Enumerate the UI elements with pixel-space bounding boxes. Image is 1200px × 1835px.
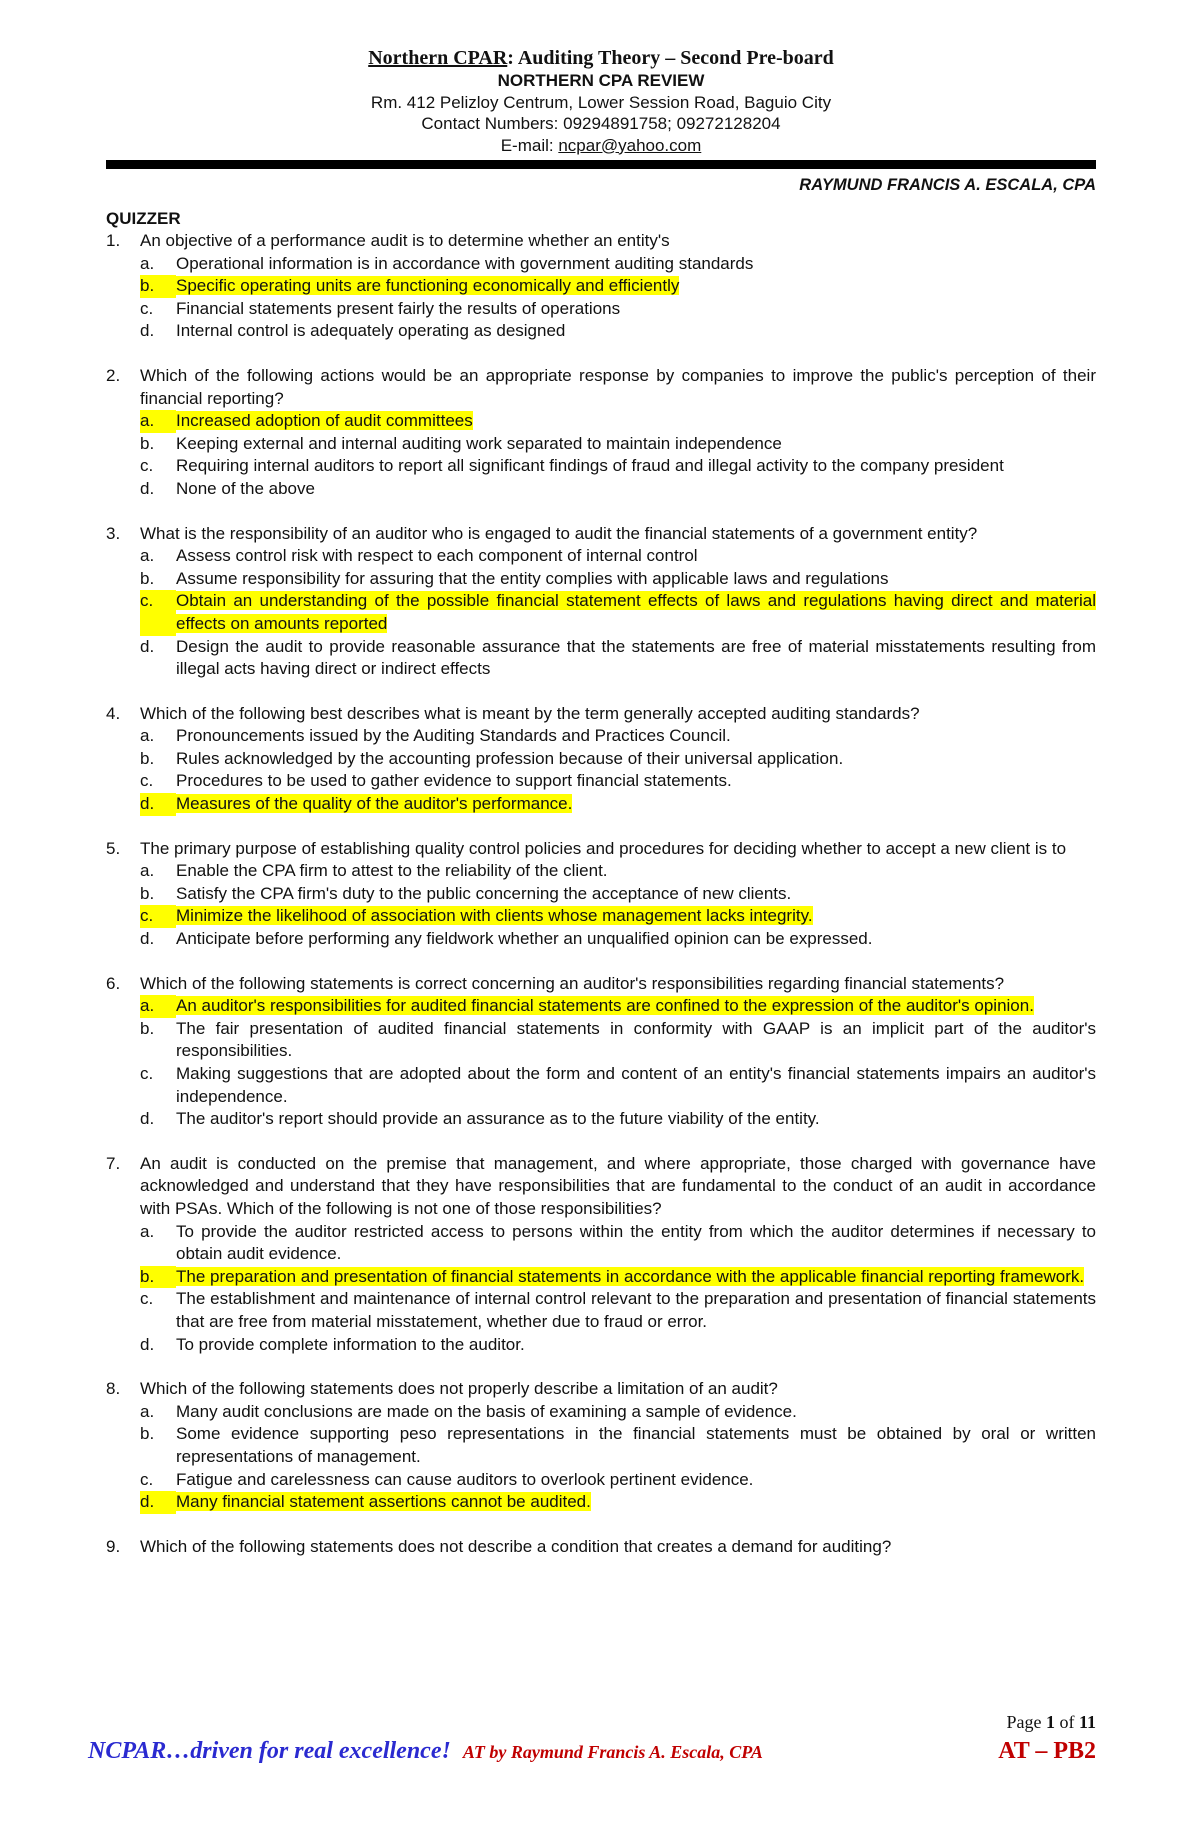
question-number: 6. bbox=[106, 973, 121, 993]
question-item bbox=[106, 1536, 1096, 1559]
answer-option bbox=[140, 545, 1096, 568]
question-item bbox=[106, 523, 1096, 681]
option-letter: b. bbox=[140, 1018, 155, 1038]
option-text: Satisfy the CPA firm's duty to the public concerning the acceptance of new clients. bbox=[176, 883, 792, 903]
option-letter: a. bbox=[140, 253, 155, 273]
option-list bbox=[140, 410, 1096, 500]
option-text-wrap bbox=[176, 1288, 1096, 1333]
question-text: Which of the following actions would be an appropriate response by companies to improve the public's perception of their financial reporting? bbox=[140, 365, 1096, 408]
document-title bbox=[106, 46, 1096, 70]
option-text-wrap bbox=[176, 320, 1096, 343]
question-stem bbox=[106, 1378, 1096, 1401]
answer-option bbox=[140, 478, 1096, 501]
org-address: Rm. 412 Pelizloy Centrum, Lower Session Road, Baguio City bbox=[370, 92, 832, 112]
option-text-wrap bbox=[176, 275, 1096, 298]
question-number: 5. bbox=[106, 838, 121, 858]
option-text: The auditor's report should provide an assurance as to the future viability of the entity. bbox=[176, 1109, 820, 1129]
option-text-wrap bbox=[176, 928, 1096, 951]
question-stem bbox=[106, 973, 1096, 996]
option-text-wrap bbox=[176, 1108, 1096, 1131]
page-label: Page bbox=[1006, 1712, 1046, 1732]
question-number: 9. bbox=[106, 1536, 121, 1556]
option-letter: b. bbox=[140, 883, 155, 903]
option-letter: c. bbox=[140, 1064, 154, 1083]
option-text: Rules acknowledged by the accounting profession because of their universal application. bbox=[176, 748, 844, 768]
answer-option-highlighted bbox=[140, 1491, 1096, 1514]
option-text-wrap bbox=[176, 590, 1096, 635]
option-text-wrap bbox=[176, 568, 1096, 591]
option-text-wrap bbox=[176, 545, 1096, 568]
option-text-wrap bbox=[176, 1221, 1096, 1266]
option-text-wrap bbox=[176, 1491, 1096, 1514]
question-item bbox=[106, 973, 1096, 1131]
footer-author: AT by Raymund Francis A. Escala, CPA bbox=[462, 1742, 763, 1762]
org-contact: Contact Numbers: 09294891758; 09272128204 bbox=[421, 114, 781, 133]
option-text: The fair presentation of audited financial statements in conformity with GAAP is an implicit part of the auditor's responsibilities. bbox=[176, 1018, 1096, 1061]
option-letter: c. bbox=[140, 905, 176, 928]
question-item bbox=[106, 365, 1096, 501]
answer-option-highlighted bbox=[140, 995, 1096, 1018]
answer-option-highlighted bbox=[140, 590, 1096, 635]
answer-option bbox=[140, 1401, 1096, 1424]
option-text-wrap bbox=[176, 883, 1096, 906]
option-letter: c. bbox=[140, 456, 154, 476]
title-rest: : Auditing Theory – Second Pre-board bbox=[507, 47, 834, 69]
question-stem bbox=[106, 523, 1096, 546]
option-text: Obtain an understanding of the possible financial statement effects of laws and regulations having direct and material effects on amounts reported bbox=[176, 591, 1096, 633]
document-page bbox=[106, 46, 1096, 1558]
option-letter: d. bbox=[140, 1334, 155, 1354]
question-stem bbox=[106, 1536, 1096, 1559]
option-list bbox=[140, 860, 1096, 950]
option-text-wrap bbox=[176, 1469, 1096, 1492]
option-letter: c. bbox=[140, 1289, 154, 1309]
answer-option-highlighted bbox=[140, 905, 1096, 928]
option-text: Requiring internal auditors to report all significant findings of fraud and illegal activity to the company president bbox=[176, 456, 1004, 476]
option-text-wrap bbox=[176, 636, 1096, 681]
option-letter: a. bbox=[140, 861, 155, 881]
option-text: Fatigue and carelessness can cause auditors to overlook pertinent evidence. bbox=[176, 1469, 754, 1489]
option-text: Assume responsibility for assuring that the entity complies with applicable laws and regulations bbox=[176, 568, 889, 588]
question-stem bbox=[106, 1153, 1096, 1221]
option-list bbox=[140, 725, 1096, 815]
option-text: Some evidence supporting peso representations in the financial statements must be obtained by oral or written representations of management. bbox=[176, 1424, 1096, 1466]
question-number: 8. bbox=[106, 1379, 121, 1399]
option-text: Design the audit to provide reasonable assurance that the statements are free of material misstatements resulting from illegal acts having direct or indirect effects bbox=[176, 636, 1096, 679]
answer-option-highlighted bbox=[140, 410, 1096, 433]
answer-option bbox=[140, 1334, 1096, 1357]
option-text: Minimize the likelihood of association with clients whose management lacks integrity. bbox=[176, 906, 813, 926]
option-letter: a. bbox=[140, 995, 176, 1018]
email-link[interactable]: ncpar@yahoo.com bbox=[558, 135, 702, 155]
answer-option bbox=[140, 298, 1096, 321]
option-text-wrap bbox=[176, 1423, 1096, 1468]
answer-option bbox=[140, 1423, 1096, 1468]
answer-option bbox=[140, 320, 1096, 343]
option-text: Increased adoption of audit committees bbox=[176, 411, 473, 431]
question-number: 1. bbox=[106, 231, 121, 250]
question-number: 2. bbox=[106, 365, 121, 385]
page-of: of bbox=[1054, 1712, 1079, 1732]
option-text: Specific operating units are functioning economically and efficiently bbox=[176, 276, 680, 296]
question-item bbox=[106, 1378, 1096, 1514]
answer-option bbox=[140, 1221, 1096, 1266]
option-list bbox=[140, 253, 1096, 343]
email-label: E-mail: bbox=[500, 135, 559, 155]
option-text-wrap bbox=[176, 995, 1096, 1018]
answer-option bbox=[140, 770, 1096, 793]
option-text-wrap bbox=[176, 793, 1096, 816]
question-text: What is the responsibility of an auditor who is engaged to audit the financial statements of a government entity? bbox=[140, 523, 978, 543]
option-letter: b. bbox=[140, 1266, 176, 1289]
option-list bbox=[140, 1221, 1096, 1357]
option-letter: c. bbox=[140, 590, 176, 635]
option-letter: d. bbox=[140, 478, 155, 498]
footer-tagline: NCPAR…driven for real excellence! bbox=[88, 1738, 451, 1764]
option-list bbox=[140, 995, 1096, 1131]
section-label: QUIZZER bbox=[106, 209, 181, 228]
answer-option bbox=[140, 253, 1096, 276]
answer-option bbox=[140, 455, 1096, 478]
question-stem bbox=[106, 365, 1096, 410]
question-text: Which of the following statements does not properly describe a limitation of an audit? bbox=[140, 1379, 778, 1399]
question-text: An audit is conducted on the premise that management, and where appropriate, those charged with governance have acknowledged and understand that they have responsibilities that are fundamental to the conduct of an audit in accordance with PSAs. Which of the following is not one of those responsibilities? bbox=[140, 1153, 1096, 1218]
page-current: 1 bbox=[1045, 1712, 1055, 1732]
title-brand: Northern CPAR bbox=[368, 47, 508, 69]
answer-option bbox=[140, 636, 1096, 681]
option-letter: d. bbox=[140, 929, 155, 949]
option-letter: d. bbox=[140, 636, 155, 656]
option-text-wrap bbox=[176, 253, 1096, 276]
option-letter: b. bbox=[140, 433, 155, 453]
option-text: Keeping external and internal auditing work separated to maintain independence bbox=[176, 433, 782, 453]
option-letter: d. bbox=[140, 793, 176, 816]
option-text: To provide complete information to the auditor. bbox=[176, 1334, 525, 1354]
option-text-wrap bbox=[176, 410, 1096, 433]
question-text: Which of the following statements does not describe a condition that creates a demand for auditing? bbox=[140, 1536, 892, 1556]
option-text-wrap bbox=[176, 433, 1096, 456]
question-text: The primary purpose of establishing quality control policies and procedures for deciding whether to accept a new client is to bbox=[140, 838, 1067, 858]
option-text-wrap bbox=[176, 1401, 1096, 1424]
option-text: Procedures to be used to gather evidence to support financial statements. bbox=[176, 771, 732, 791]
option-letter: b. bbox=[140, 275, 176, 298]
footer bbox=[88, 1738, 1096, 1765]
option-text: Operational information is in accordance with government auditing standards bbox=[176, 253, 754, 273]
question-item bbox=[106, 230, 1096, 343]
option-letter: d. bbox=[140, 1491, 176, 1514]
option-text-wrap bbox=[176, 725, 1096, 748]
option-text: Making suggestions that are adopted about the form and content of an entity's financial statements impairs an auditor's independence. bbox=[176, 1064, 1096, 1106]
answer-option bbox=[140, 725, 1096, 748]
question-text: Which of the following statements is correct concerning an auditor's responsibilities regarding financial statements? bbox=[140, 973, 1005, 993]
answer-option-highlighted bbox=[140, 793, 1096, 816]
option-text-wrap bbox=[176, 478, 1096, 501]
option-text: Many financial statement assertions cannot be audited. bbox=[176, 1492, 591, 1512]
answer-option-highlighted bbox=[140, 1266, 1096, 1289]
option-text-wrap bbox=[176, 770, 1096, 793]
option-letter: d. bbox=[140, 321, 155, 341]
author-name: RAYMUND FRANCIS A. ESCALA, CPA bbox=[799, 176, 1096, 194]
answer-option bbox=[140, 883, 1096, 906]
option-text-wrap bbox=[176, 1018, 1096, 1063]
answer-option bbox=[140, 928, 1096, 951]
option-text-wrap bbox=[176, 905, 1096, 928]
option-text-wrap bbox=[176, 1266, 1096, 1289]
option-text: The preparation and presentation of financial statements in accordance with the applicable financial reporting framework. bbox=[176, 1266, 1085, 1286]
option-text: An auditor's responsibilities for audited financial statements are confined to the expression of the auditor's opinion. bbox=[176, 996, 1034, 1016]
option-letter: c. bbox=[140, 1469, 154, 1489]
option-letter: a. bbox=[140, 726, 155, 746]
option-text-wrap bbox=[176, 860, 1096, 883]
option-text-wrap bbox=[176, 455, 1096, 478]
option-list bbox=[140, 545, 1096, 681]
answer-option bbox=[140, 1469, 1096, 1492]
option-text: Internal control is adequately operating as designed bbox=[176, 321, 566, 341]
option-text: Many audit conclusions are made on the basis of examining a sample of evidence. bbox=[176, 1401, 797, 1421]
answer-option bbox=[140, 748, 1096, 771]
question-item bbox=[106, 1153, 1096, 1356]
option-letter: a. bbox=[140, 1221, 155, 1241]
answer-option bbox=[140, 1063, 1096, 1108]
option-letter: c. bbox=[140, 771, 154, 791]
question-number: 7. bbox=[106, 1153, 121, 1173]
option-text: None of the above bbox=[176, 478, 315, 498]
option-letter: d. bbox=[140, 1109, 155, 1129]
question-text: Which of the following best describes what is meant by the term generally accepted auditing standards? bbox=[140, 703, 920, 723]
page-total: 11 bbox=[1078, 1712, 1096, 1732]
option-letter: a. bbox=[140, 410, 176, 433]
option-text-wrap bbox=[176, 748, 1096, 771]
answer-option bbox=[140, 433, 1096, 456]
question-number: 4. bbox=[106, 703, 121, 723]
letterhead bbox=[106, 70, 1096, 156]
answer-option bbox=[140, 860, 1096, 883]
question-stem bbox=[106, 230, 1096, 253]
option-letter: b. bbox=[140, 1424, 155, 1444]
answer-option bbox=[140, 568, 1096, 591]
question-item bbox=[106, 703, 1096, 816]
option-letter: b. bbox=[140, 568, 155, 588]
option-text: Financial statements present fairly the results of operations bbox=[176, 298, 621, 318]
answer-option-highlighted bbox=[140, 275, 1096, 298]
option-text: Enable the CPA firm to attest to the reliability of the client. bbox=[176, 861, 608, 881]
option-list bbox=[140, 1401, 1096, 1514]
option-text: The establishment and maintenance of internal control relevant to the preparation and presentation of financial statements that are free from material misstatement, whether due to fraud or error. bbox=[176, 1289, 1096, 1331]
question-text: An objective of a performance audit is to determine whether an entity's bbox=[140, 231, 670, 250]
option-text-wrap bbox=[176, 1063, 1096, 1108]
option-letter: a. bbox=[140, 546, 155, 566]
option-text: To provide the auditor restricted access to persons within the entity from which the auditor determines if necessary to obtain audit evidence. bbox=[176, 1221, 1096, 1264]
option-text: Pronouncements issued by the Auditing Standards and Practices Council. bbox=[176, 726, 731, 746]
option-letter: c. bbox=[140, 298, 154, 318]
page-number bbox=[1006, 1712, 1096, 1733]
question-item bbox=[106, 838, 1096, 951]
option-text: Assess control risk with respect to each component of internal control bbox=[176, 546, 698, 566]
option-letter: a. bbox=[140, 1401, 155, 1421]
question-number: 3. bbox=[106, 523, 121, 543]
option-letter: b. bbox=[140, 748, 155, 768]
option-text-wrap bbox=[176, 298, 1096, 321]
answer-option bbox=[140, 1288, 1096, 1333]
option-text: Measures of the quality of the auditor's performance. bbox=[176, 794, 573, 814]
answer-option bbox=[140, 1018, 1096, 1063]
org-name: NORTHERN CPA REVIEW bbox=[497, 71, 705, 90]
option-text-wrap bbox=[176, 1334, 1096, 1357]
question-list bbox=[106, 230, 1096, 1558]
org-email-line bbox=[106, 135, 1096, 157]
question-stem bbox=[106, 838, 1096, 861]
header-divider bbox=[106, 160, 1096, 169]
answer-option bbox=[140, 1108, 1096, 1131]
question-stem bbox=[106, 703, 1096, 726]
option-text: Anticipate before performing any fieldwork whether an unqualified opinion can be expressed. bbox=[176, 929, 873, 949]
footer-code: AT – PB2 bbox=[998, 1738, 1096, 1764]
